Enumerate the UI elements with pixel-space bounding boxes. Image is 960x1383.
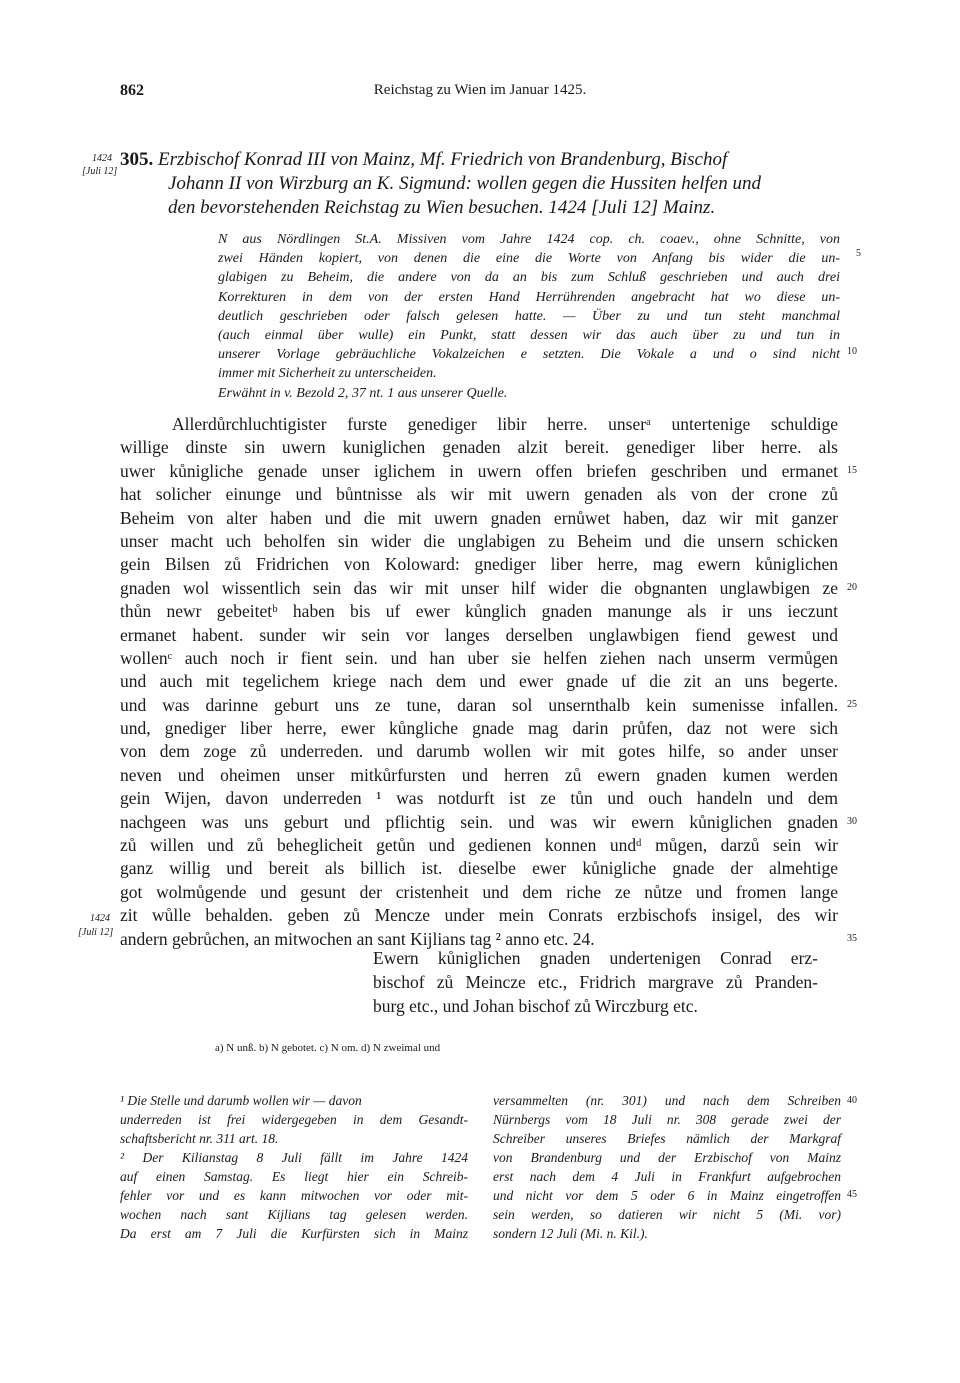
margin-close-date: [Juli 12]	[78, 927, 114, 938]
source-line: zwei Händen kopiert, von denen die eine die Worte von Anfang bis wider die un-	[218, 251, 840, 267]
line-number: 5	[856, 248, 861, 259]
footnote-line: Nürnbergs vom 18 Juli nr. 308 gerade zwei der	[493, 1112, 841, 1127]
letter-line: gnaden wol wissentlich sein das wir mit unser hilf wider die obgnanten unglawbigen ze	[120, 577, 838, 598]
page-number: 862	[120, 82, 144, 99]
footnote-line: versammelten (nr. 301) und nach dem Schreiben	[493, 1093, 841, 1108]
letter-line: andern gebrůchen, an mitwochen an sant Kijlians tag ² anno etc. 24.	[120, 928, 595, 949]
line-number: 35	[847, 933, 857, 944]
letter-line: wollenᶜ auch noch ir fient sein. und han uber sie helfen ziehen nach unserm vermůgen	[120, 647, 838, 668]
letter-line: gein Bilsen zů Fridrichen von Koloward: gnediger liber herre, mag ewern kůniglichen	[120, 554, 838, 575]
line-number: 15	[847, 465, 857, 476]
letter-line: unser macht uch beholfen sin wider die unglabigen zu Beheim und die unsern schicken	[120, 530, 838, 551]
footnote-line: Schreiber unseres Briefes nämlich der Markgraf	[493, 1131, 841, 1146]
footnote-line: erst nach dem 4 Juli in Frankfurt aufgebrochen	[493, 1169, 841, 1184]
footnote-line: sein werden, so datieren wir nicht 5 (Mi. vor)	[493, 1207, 841, 1222]
footnote-line: und nicht vor dem 5 oder 6 in Mainz eingetroffen	[493, 1188, 841, 1203]
letter-line: nachgeen was uns geburt und pflichtig sein. und was wir ewern kůniglichen gnaden	[120, 811, 838, 832]
line-number: 45	[847, 1189, 857, 1200]
footnote-line: underreden ist frei widergegeben in dem Gesandt-	[120, 1112, 468, 1127]
entry-title-line: Johann II von Wirzburg an K. Sigmund: wollen gegen die Hussiten helfen und	[168, 173, 761, 194]
source-line: immer mit Sicherheit zu unterscheiden.	[218, 366, 437, 382]
source-line: deutlich geschrieben oder falsch gelesen hatte. — Über zu und tun steht manchmal	[218, 308, 840, 324]
letter-line: Allerdůrchluchtigister furste genediger libir herre. unserᵃ untertenige schuldige	[172, 414, 838, 434]
letter-line: und was darinne geburt uns ze tune, daran sol unsernthalb kein sumenisse infallen.	[120, 694, 838, 715]
entry-heading	[120, 148, 842, 220]
signature-block	[373, 946, 818, 1018]
footnote-line: von Brandenburg und der Erzbischof von Mainz	[493, 1150, 841, 1165]
letter-line: uwer kůnigliche genade unser iglichem in uwern offen briefen geschriben und ermanet	[120, 460, 838, 481]
footnote-line: auf einen Samstag. Es liegt hier ein Schreib-	[120, 1169, 468, 1184]
footnotes-right-column	[493, 1091, 841, 1243]
footnote-line: ² Der Kilianstag 8 Juli fällt im Jahre 1424	[120, 1150, 468, 1165]
running-title: Reichstag zu Wien im Januar 1425.	[373, 82, 587, 98]
letter-line: willige dinste sin uwern kuniglichen genaden alzit bereit. genediger liber herre. als	[120, 437, 838, 458]
line-number: 40	[847, 1095, 857, 1106]
letter-line: und, gnediger liber herre, ewer kůngliche gnade mag darin průfen, daz not were sich	[120, 718, 838, 739]
source-line: unserer Vorlage gebräuchliche Vokalzeichen e setzten. Die Vokale a und o sind nicht	[218, 347, 840, 363]
source-line: glabigen zu Beheim, die andere von da an bis zum Schluß geschrieben und auch drei	[218, 270, 840, 286]
entry-title-line: 305. Erzbischof Konrad III von Mainz, Mf. Friedrich von Brandenburg, Bischof	[120, 149, 728, 170]
entry-number: 305.	[120, 149, 154, 170]
signature-line: bischof zů Meincze etc., Fridrich margrave zů Pranden-	[373, 972, 818, 992]
source-line: Korrekturen in dem von der ersten Hand Herrührenden angebracht hat wo diese un-	[218, 289, 840, 305]
letter-line: ermanet habent. sunder wir sein vor langes derselben unglawbigen fiend gewest und	[120, 624, 838, 645]
line-number: 10	[847, 346, 857, 357]
footnote-line: fehler vor und es kann mitwochen vor oder mit-	[120, 1188, 468, 1203]
footnote-line: ¹ Die Stelle und darumb wollen wir — davon	[120, 1093, 362, 1108]
entry-title-line: den bevorstehenden Reichstag zu Wien besuchen. 1424 [Juli 12] Mainz.	[168, 197, 716, 218]
margin-entry-date: [Juli 12]	[82, 166, 118, 177]
source-note	[218, 230, 840, 403]
letter-line: hat solicher einunge und bůntnisse als wir mit uwern genaden als von der crone zů	[120, 484, 838, 505]
letter-line: von dem zoge zů underreden. und darumb wollen wir mit gotes hilfe, so ander unser	[120, 741, 838, 762]
letter-line: ganz willig und bereit als billich ist. dieselbe ewer kůnigliche gnade der almehtige	[120, 858, 838, 879]
letter-text	[120, 413, 838, 951]
footnotes-left-column	[120, 1091, 468, 1243]
letter-line: gein Wijen, davon underreden ¹ was notdurft ist ze tůn und ouch handeln und dem	[120, 788, 838, 809]
letter-line: Beheim von alter haben und die mit uwern gnaden ernůwet haben, daz wir mit ganzer	[120, 507, 838, 528]
letter-line: neven und oheimen unser mitkůrfursten und herren zů ewern gnaden kumen werden	[120, 764, 838, 785]
footnote-line: Da erst am 7 Juli die Kurfürsten sich in Mainz	[120, 1226, 468, 1241]
line-number: 20	[847, 582, 857, 593]
page-header	[120, 82, 840, 102]
letter-line: und auch mit tegelichem kriege nach dem und ewer gnade uf die zit an uns begerte.	[120, 671, 838, 692]
source-line: (auch einmal über wulle) ein Punkt, statt dessen wir das auch über zu und tun in	[218, 327, 840, 343]
source-line: N aus Nördlingen St.A. Missiven vom Jahre 1424 cop. ch. coaev., ohne Schnitte, von	[218, 232, 840, 247]
variant-readings: a) N unß. b) N gebotet. c) N om. d) N zweimal und	[215, 1042, 441, 1054]
source-line: Erwähnt in v. Bezold 2, 37 nt. 1 aus unserer Quelle.	[218, 385, 508, 401]
letter-line: got wolmůgende und gesunt der cristenheit und dem riche ze nůtze und fromen lange	[120, 881, 838, 902]
footnote-line: sondern 12 Juli (Mi. n. Kil.).	[493, 1226, 648, 1241]
line-number: 30	[847, 816, 857, 827]
signature-line: burg etc., und Johan bischof zů Wirczburg etc.	[373, 996, 698, 1016]
margin-entry-year: 1424	[92, 153, 112, 164]
letter-line: thůn newr gebeitetᵇ haben bis uf ewer kůnglich gnaden manunge als ir uns ieczunt	[120, 601, 838, 622]
signature-line: Ewern kůniglichen gnaden undertenigen Conrad erz-	[373, 948, 818, 968]
letter-line: zit wůlle behalden. geben zů Mencze under mein Conrats erzbischofs insigel, des wir	[120, 905, 838, 926]
letter-line: zů willen und zů beheglicheit getůn und gedienen konnen undᵈ můgen, darzů sein wir	[120, 835, 838, 856]
footnote-line: wochen nach sant Kijlians tag gelesen werden.	[120, 1207, 468, 1222]
footnote-line: schaftsbericht nr. 311 art. 18.	[120, 1131, 279, 1146]
margin-close-year: 1424	[90, 913, 110, 924]
line-number: 25	[847, 699, 857, 710]
